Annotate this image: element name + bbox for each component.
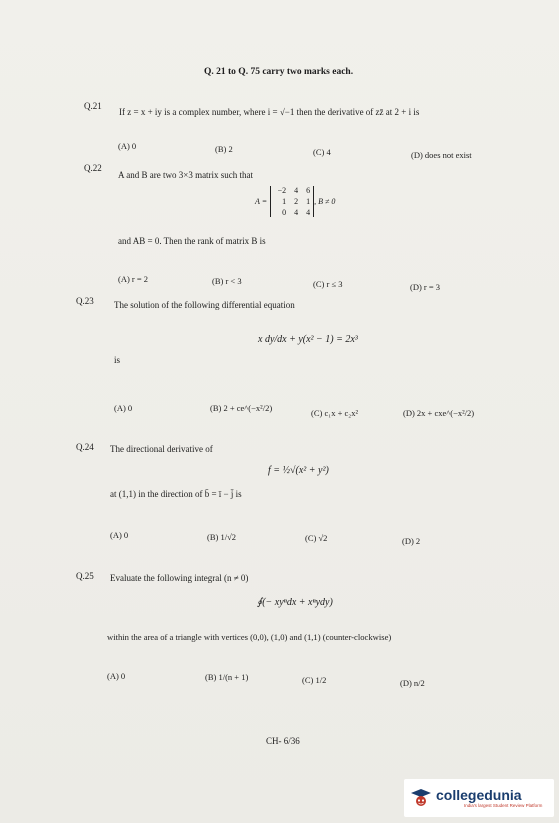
q22-option-a: (A) r = 2 [118, 274, 149, 284]
q21-number: Q.21 [84, 101, 102, 111]
q23-equation: x dy/dx + y(x² − 1) = 2x³ [258, 334, 358, 345]
matrix-cell: 4 [306, 208, 311, 217]
q23-number: Q.23 [76, 296, 94, 306]
matrix-cell: 6 [306, 186, 311, 195]
q24-equation: f = ½√(x² + y²) [268, 465, 329, 476]
section-header: Q. 21 to Q. 75 carry two marks each. [204, 67, 354, 77]
matrix-cell: 0 [282, 208, 287, 217]
matrix-cell: 2 [294, 197, 299, 206]
q25-text2: within the area of a triangle with vertices (0,0), (1,0) and (1,1) (counter-clockwise) [107, 632, 392, 642]
collegedunia-logo [404, 779, 554, 817]
q25-equation: ∮(− xyⁿdx + xⁿydy) [257, 597, 333, 608]
logo-tagline: India's largest Student Review Platform [464, 803, 543, 808]
q22-matrix-tail: , B ≠ 0 [314, 197, 336, 206]
q21-option-d: (D) does not exist [411, 150, 472, 160]
q21-option-b: (B) 2 [215, 144, 233, 154]
matrix-cell: 1 [282, 197, 287, 206]
q25-text: Evaluate the following integral (n ≠ 0) [110, 573, 249, 583]
q23-text: The solution of the following differential equation [114, 300, 295, 310]
matrix-cell: 1 [306, 197, 311, 206]
q22-matrix [270, 186, 314, 217]
q22-matrix-equation [255, 186, 335, 217]
q22-text2: and AB = 0. Then the rank of matrix B is [118, 236, 266, 246]
q22-number: Q.22 [84, 163, 102, 173]
q22-text: A and B are two 3×3 matrix such that [118, 170, 254, 180]
graduate-icon [410, 787, 432, 809]
q22-matrix-label: A = [255, 197, 268, 206]
q25-option-a: (A) 0 [107, 671, 126, 681]
logo-name: collegedunia [436, 787, 522, 803]
q22-option-d: (D) r = 3 [410, 282, 441, 292]
q21-option-a: (A) 0 [118, 141, 137, 151]
q25-option-d: (D) n/2 [400, 678, 425, 688]
q25-option-b: (B) 1/(n + 1) [205, 672, 249, 682]
q23-option-c: (C) c₁x + c₂x² [311, 408, 359, 418]
q21-option-c: (C) 4 [313, 147, 331, 157]
q23-option-a: (A) 0 [114, 403, 133, 413]
q23-option-b: (B) 2 + ce^(−x²/2) [210, 403, 273, 413]
q21-text: If z = x + iy is a complex number, where i = √−1 then the derivative of zz̄ at 2 + i is [119, 107, 420, 117]
q23-option-d: (D) 2x + cxe^(−x²/2) [403, 408, 475, 418]
q24-option-c: (C) √2 [305, 533, 328, 543]
q24-text: The directional derivative of [110, 444, 213, 454]
page-footer: CH- 6/36 [266, 736, 300, 746]
q24-number: Q.24 [76, 442, 94, 452]
q25-number: Q.25 [76, 571, 94, 581]
q24-option-d: (D) 2 [402, 536, 421, 546]
q24-option-a: (A) 0 [110, 530, 129, 540]
matrix-cell: 4 [294, 186, 299, 195]
logo-text [436, 788, 542, 808]
q22-option-c: (C) r ≤ 3 [313, 279, 343, 289]
q24-option-b: (B) 1/√2 [207, 532, 236, 542]
matrix-cell: 4 [294, 208, 299, 217]
q22-option-b: (B) r < 3 [212, 276, 242, 286]
matrix-cell: −2 [277, 186, 287, 195]
q24-text2: at (1,1) in the direction of b̄ = ī − j̄ is [110, 489, 242, 499]
q25-option-c: (C) 1/2 [302, 675, 327, 685]
q23-is: is [114, 355, 121, 365]
